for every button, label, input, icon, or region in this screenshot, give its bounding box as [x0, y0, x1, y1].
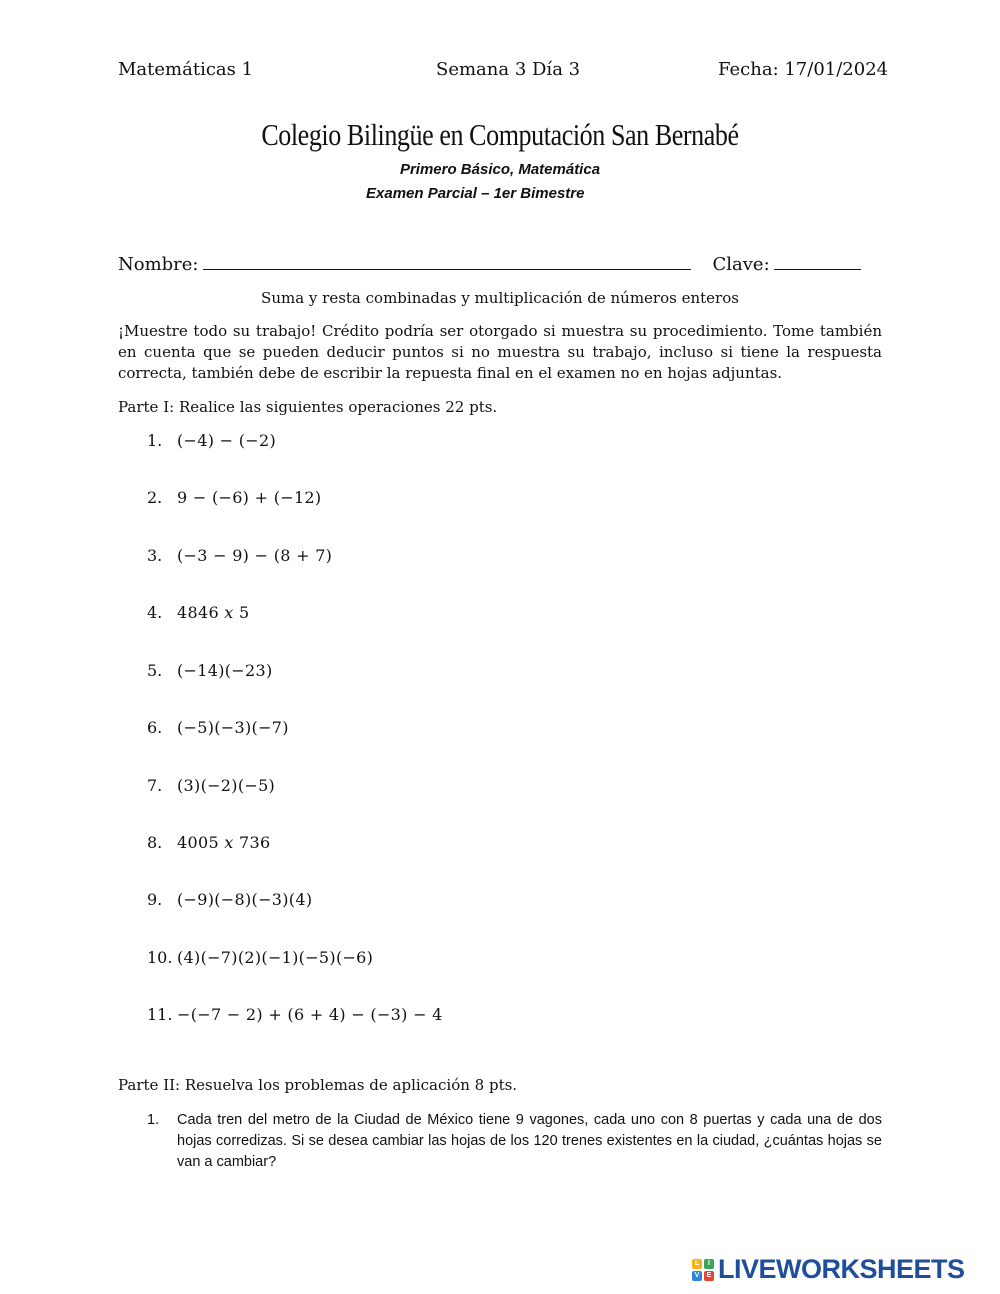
logo-mark-letter: E	[704, 1271, 714, 1281]
exercise-expression: 4005 𝑥 736	[177, 833, 271, 852]
course-label: Matemáticas 1	[118, 59, 254, 80]
exercise-item	[147, 890, 312, 909]
exercise-number: 3.	[147, 546, 163, 565]
exercise-number: 5.	[147, 661, 163, 680]
exercise-expression: (−9)(−8)(−3)(4)	[177, 890, 313, 909]
instructions-paragraph: ¡Muestre todo su trabajo! Crédito podría ser otorgado si muestra su procedimiento. Tome también en cuenta que se pueden deducir puntos si no muestra su trabajo, incluso si tiene la respuesta correcta, también debe de escribir la repuesta final en el examen no en hojas adjuntas.	[118, 322, 882, 382]
problem-text: Cada tren del metro de la Ciudad de México tiene 9 vagones, cada uno con 8 puertas y cada una de dos hojas corredizas. Si se desea cambiar las hojas de los 120 trenes existentes en la ciudad, ¿cuántas hojas se van a cambiar?	[177, 1112, 882, 1170]
exercise-item	[147, 948, 373, 967]
problem-item	[147, 1110, 882, 1173]
logo-mark-letter: V	[692, 1271, 702, 1281]
logo-mark-letter: L	[692, 1259, 702, 1269]
code-label: Clave:	[712, 254, 770, 275]
exercise-item	[147, 546, 332, 565]
exercise-item	[147, 776, 275, 795]
student-info-row	[118, 251, 861, 275]
name-label: Nombre:	[118, 254, 199, 275]
exercise-number: 4.	[147, 603, 163, 622]
exercise-number: 8.	[147, 833, 163, 852]
exercise-expression: (−4) − (−2)	[177, 431, 277, 450]
exercise-number: 1.	[147, 431, 163, 450]
exercise-expression: 9 − (−6) + (−12)	[177, 488, 322, 507]
exercise-expression: (−3 − 9) − (8 + 7)	[177, 546, 333, 565]
grade-subtitle: Primero Básico, Matemática	[399, 161, 601, 178]
logo-text: LIVEWORKSHEETS	[718, 1254, 965, 1284]
exercise-number: 9.	[147, 890, 163, 909]
code-input-line[interactable]	[774, 251, 861, 270]
logo-mark-letter: I	[704, 1259, 714, 1269]
exercise-expression: (−5)(−3)(−7)	[177, 718, 289, 737]
exercise-number: 2.	[147, 488, 163, 507]
logo-mark-icon	[692, 1259, 714, 1281]
exercise-item	[147, 431, 276, 450]
exercise-expression: 4846 𝑥 5	[177, 603, 250, 622]
liveworksheets-logo	[692, 1254, 965, 1285]
exercise-expression: (3)(−2)(−5)	[177, 776, 276, 795]
name-input-line[interactable]	[203, 251, 691, 270]
topic-heading: Suma y resta combinadas y multiplicación de números enteros	[261, 289, 739, 307]
exercise-item	[147, 661, 273, 680]
exercise-number: 11.	[147, 1005, 173, 1024]
exercise-expression: (4)(−7)(2)(−1)(−5)(−6)	[177, 948, 374, 967]
exercise-item	[147, 718, 289, 737]
exercise-expression: −(−7 − 2) + (6 + 4) − (−3) − 4	[177, 1005, 443, 1024]
exercise-item	[147, 603, 250, 622]
date-label: Fecha: 17/01/2024	[718, 59, 889, 80]
exercise-item	[147, 488, 321, 507]
exercise-number: 6.	[147, 718, 163, 737]
school-name: Colegio Bilingüe en Computación San Bernabé	[261, 117, 739, 152]
part2-title: Parte II: Resuelva los problemas de aplicación 8 pts.	[118, 1076, 518, 1094]
exercise-expression: (−14)(−23)	[177, 661, 273, 680]
exercise-item	[147, 833, 270, 852]
exercise-number: 7.	[147, 776, 163, 795]
exam-subtitle: Examen Parcial – 1er Bimestre	[366, 185, 585, 202]
part1-title: Parte I: Realice las siguientes operaciones 22 pts.	[118, 398, 498, 416]
exercise-number: 10.	[147, 948, 173, 967]
exercise-item	[147, 1005, 443, 1024]
problem-number: 1.	[147, 1112, 160, 1128]
week-label: Semana 3 Día 3	[436, 59, 581, 80]
